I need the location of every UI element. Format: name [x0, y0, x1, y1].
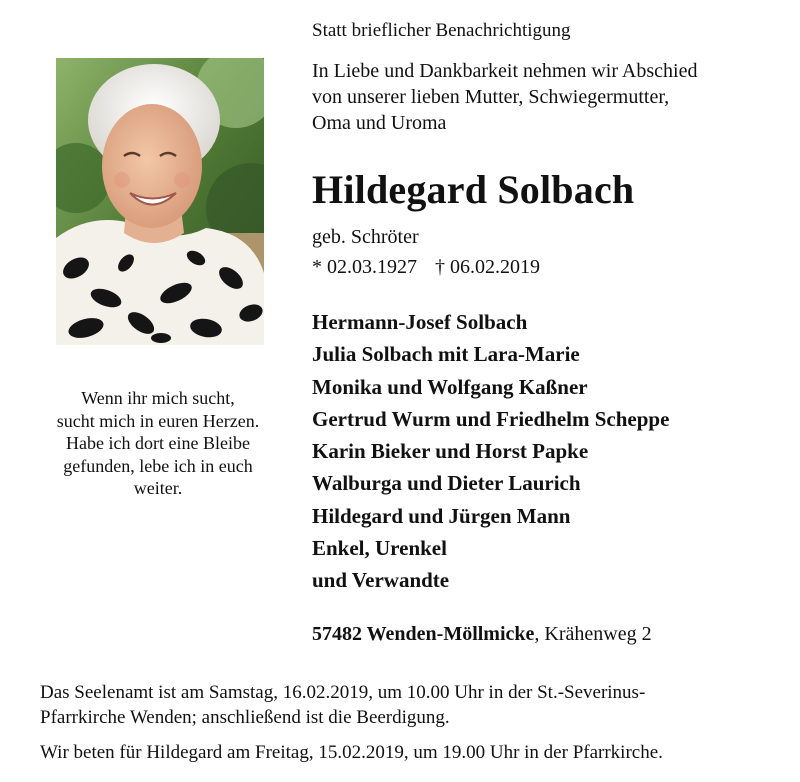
mourner-name: Hildegard und Jürgen Mann [312, 503, 571, 528]
portrait-photo [56, 58, 264, 345]
poem-line: weiter. [133, 478, 183, 498]
family-address [312, 620, 652, 648]
poem-line: gefunden, lebe ich in euch [63, 455, 253, 476]
prayer-info: Wir beten für Hildegard am Freitag, 15.02.2019, um 19.00 Uhr in der Pfarrkirche. [40, 742, 663, 763]
life-dates [312, 254, 540, 280]
deceased-name: Hildegard Solbach [312, 167, 635, 212]
poem-line: sucht mich in euren Herzen. [56, 410, 260, 431]
intro-line: von unserer lieben Mutter, Schwiegermutter, [312, 86, 670, 108]
service-line: Das Seelenamt ist am Samstag, 16.02.2019, um 10.00 Uhr in der St.-Severinus- [40, 682, 646, 703]
mourner-name: Monika und Wolfgang Kaßner [312, 374, 588, 399]
intro-text [312, 58, 782, 136]
address-postal-city: 57482 Wenden-Möllmicke [312, 623, 535, 645]
birth-date: * 02.03.1927 [312, 256, 417, 278]
service-line: Pfarrkirche Wenden; anschließend ist die Beerdigung. [40, 707, 450, 728]
death-date: † 06.02.2019 [435, 256, 540, 278]
mourner-name: Walburga und Dieter Laurich [312, 471, 581, 496]
maiden-name: geb. Schröter [312, 226, 419, 248]
mourner-name: und Verwandte [312, 568, 450, 593]
intro-line: In Liebe und Dankbarkeit nehmen wir Abschied [312, 60, 698, 82]
notice-header: Statt brieflicher Benachrichtigung [312, 20, 571, 41]
mourner-name: Julia Solbach mit Lara-Marie [312, 342, 580, 367]
intro-line: Oma und Uroma [312, 112, 447, 134]
mourners-list [312, 306, 669, 597]
mourner-name: Gertrud Wurm und Friedhelm Scheppe [312, 406, 670, 431]
service-info [40, 680, 780, 730]
address-street: , Krähenweg 2 [534, 623, 652, 645]
mourner-name: Karin Bieker und Horst Papke [312, 439, 589, 464]
poem-line: Habe ich dort eine Bleibe [66, 433, 250, 453]
poem-line: Wenn ihr mich sucht, [81, 388, 235, 408]
memorial-poem [28, 387, 288, 500]
mourner-name: Enkel, Urenkel [312, 536, 447, 561]
mourner-name: Hermann-Josef Solbach [312, 310, 528, 334]
